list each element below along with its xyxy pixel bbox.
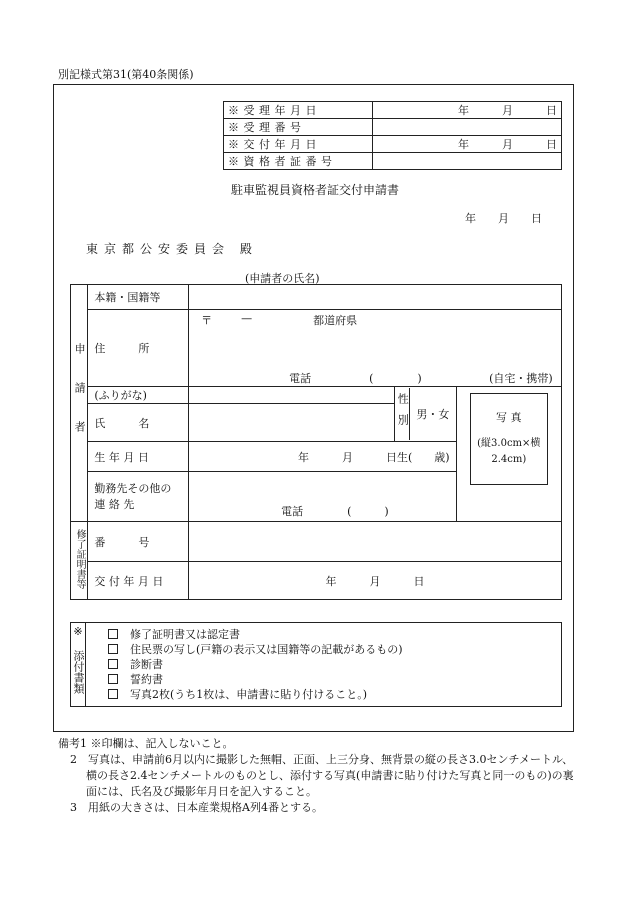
list-item[interactable]: 住民票の写し(戸籍の表示又は国籍等の記載があるもの) — [108, 642, 553, 657]
office-row — [224, 136, 562, 153]
cert-number-row — [71, 522, 562, 562]
furigana-label: (ふりがな) — [88, 387, 189, 404]
attachments-table — [70, 622, 562, 707]
cert-number-field[interactable] — [189, 522, 562, 562]
phone-area-field[interactable]: ( ) — [369, 372, 422, 385]
attachments-list-cell — [86, 623, 562, 707]
birth-field[interactable]: 年 月 日生( 歳) — [189, 442, 457, 472]
checkbox[interactable] — [108, 644, 118, 654]
office-use-table — [223, 101, 562, 170]
checkbox[interactable] — [108, 659, 118, 669]
name-field[interactable] — [189, 404, 395, 442]
list-item[interactable]: 診断書 — [108, 657, 553, 672]
attachments-side — [71, 623, 86, 707]
list-item[interactable]: 写真2枚(うち1枚は、申請書に貼り付けること。) — [108, 687, 553, 702]
office-row — [224, 102, 562, 119]
applicant-name-label: (申請者の氏名) — [245, 272, 320, 285]
attachments-side-label: 添付書類 — [72, 650, 85, 694]
cert-issue-label: 交 付 年 月 日 — [88, 562, 189, 600]
honseki-row — [71, 285, 562, 310]
issue-date-field[interactable]: 年 月 日 — [373, 136, 562, 153]
work-label: 勤務先その他の 連 絡 先 — [88, 472, 189, 522]
checkbox[interactable] — [108, 674, 118, 684]
honseki-field[interactable] — [189, 285, 562, 310]
issue-date-label: ※ 交 付 年 月 日 — [224, 136, 373, 153]
address-field[interactable] — [189, 310, 562, 387]
license-number-field[interactable] — [373, 153, 562, 170]
cert-number-label: 番 号 — [88, 522, 189, 562]
checkbox[interactable] — [108, 689, 118, 699]
postal-dash: — — [241, 312, 253, 325]
postal-mark: 〒 — [201, 314, 213, 327]
received-number-label: ※ 受 理 番 号 — [224, 119, 373, 136]
list-item[interactable]: 誓約書 — [108, 672, 553, 687]
home-mobile-label: (自宅・携帯) — [489, 372, 553, 385]
office-row — [224, 153, 562, 170]
address-label: 住 所 — [88, 310, 189, 387]
sex-value[interactable]: 男・女 — [416, 408, 450, 421]
address-row — [71, 310, 562, 387]
work-field[interactable]: 電話 ( ) — [189, 472, 457, 522]
honseki-label: 本籍・国籍等 — [88, 285, 189, 310]
received-date-field[interactable]: 年 月 日 — [373, 102, 562, 119]
note-1: 備考1 ※印欄は、記入しないこと。 — [58, 737, 234, 750]
notes — [58, 736, 578, 816]
list-item[interactable]: 修了証明書又は認定書 — [108, 627, 553, 642]
note-3: 3 用紙の大きさは、日本産業規格A列4番とする。 — [70, 801, 323, 814]
sex-label: 性別 — [395, 388, 410, 440]
attachments-list — [94, 627, 553, 702]
certificate-side-label: 修了証明書等 — [71, 522, 88, 600]
sex-cell — [395, 387, 456, 442]
prefecture-label: 都道府県 — [313, 314, 358, 327]
furigana-field[interactable] — [189, 387, 395, 404]
cert-issue-field[interactable]: 年 月 日 — [189, 562, 562, 600]
applicant-side-label: 申請者 — [71, 285, 88, 522]
furigana-row — [71, 387, 562, 404]
applicant-table — [70, 284, 562, 600]
checkbox[interactable] — [108, 629, 118, 639]
birth-label: 生 年 月 日 — [88, 442, 189, 472]
received-number-field[interactable] — [373, 119, 562, 136]
application-date[interactable]: 年 月 日 — [465, 212, 542, 225]
photo-size: (縦3.0cm×横2.4cm) — [477, 438, 541, 465]
cert-issue-row — [71, 562, 562, 600]
photo-cell — [456, 387, 561, 522]
form-title: 駐車監視員資格者証交付申請書 — [230, 183, 399, 197]
photo-box[interactable] — [470, 393, 548, 485]
office-mark: ※ — [73, 625, 83, 638]
office-row — [224, 119, 562, 136]
received-date-label: ※ 受 理 年 月 日 — [224, 102, 373, 119]
license-number-label: ※ 資 格 者 証 番 号 — [224, 153, 373, 170]
name-label: 氏 名 — [88, 404, 189, 442]
form-caption: 別記様式第31(第40条関係) — [58, 68, 194, 81]
phone-label: 電話 — [289, 372, 312, 385]
note-2: 2 写真は、申請前6月以内に撮影した無帽、正面、上三分身、無背景の縦の長さ3.0センチメートル、横の長さ2.4センチメートルのものとし、添付する写真(申請書に貼り付けた写真と同一のもの)の裏面には、氏名及び撮影年月日を記入すること。 — [70, 753, 574, 798]
recipient: 東京都公安委員会 殿 — [86, 242, 258, 256]
photo-title: 写 真 — [496, 411, 522, 424]
attachments-row — [71, 623, 562, 707]
